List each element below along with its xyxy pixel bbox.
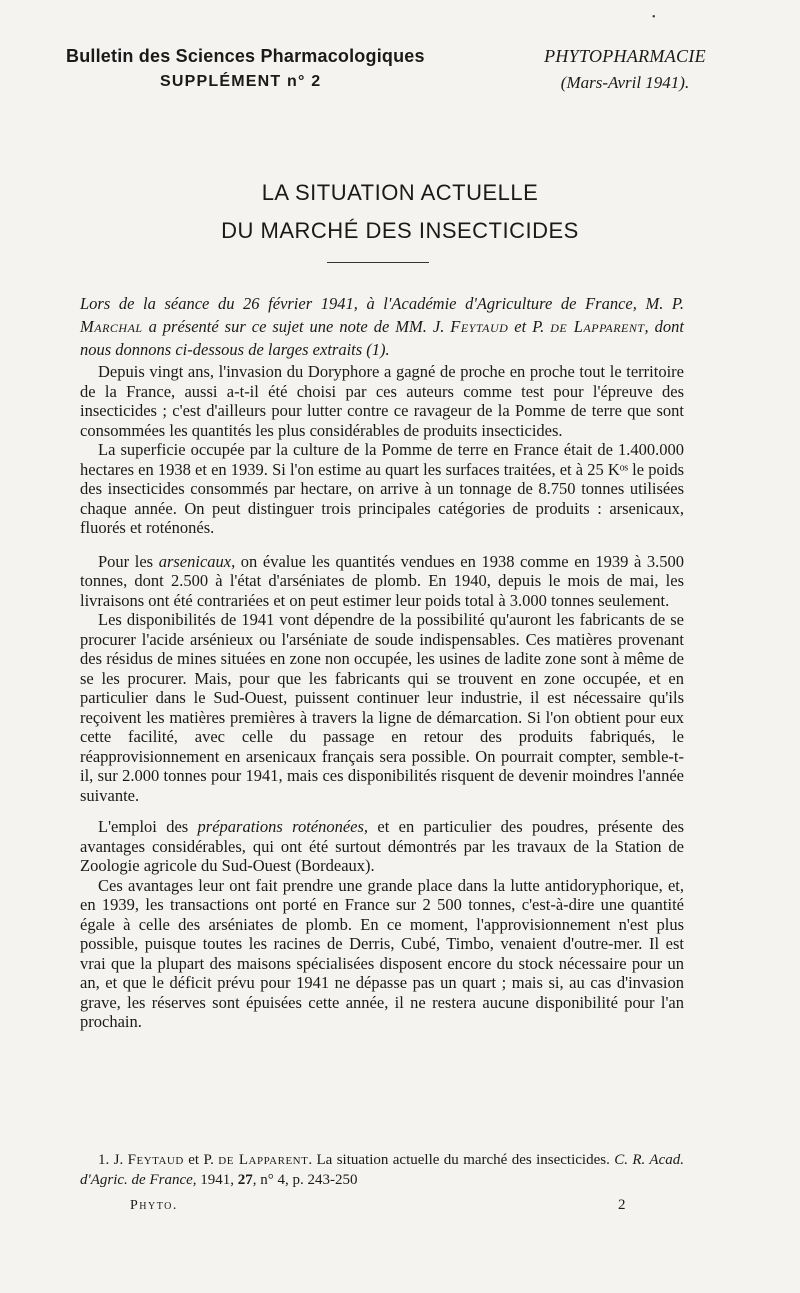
page-number: 2 bbox=[618, 1197, 626, 1213]
footnote-part: et P. bbox=[183, 1152, 219, 1168]
author-name: de Lapparent bbox=[218, 1152, 309, 1168]
paragraph-text: L'emploi des bbox=[98, 817, 198, 836]
footer-section-label: Phyto. bbox=[130, 1198, 178, 1213]
volume-number: 27 bbox=[237, 1172, 253, 1188]
footnote bbox=[80, 1150, 684, 1190]
footnote-number: 1. J. bbox=[98, 1152, 128, 1168]
paragraph: Les disponibilités de 1941 vont dépendre de la possibilité qu'auront les fabricants de se procurer l'acide arsénieux ou l'arséniate de soude indispensables. Ces matières provenant des résidus de mines situées en zone non occupée, les usines de ladite zone sont à même de se les procurer. Mais, pour que les fabricants qui se trouvent en zone occupée, et en particulier dans le Sud-Ouest, puissent continuer leur industrie, il est nécessaire qu'ils reçoivent les matières premières à travers la ligne de démarcation. Si l'on obtient pour eux cette facilité, avec celle du passage en retour des produits fabriqués, le réapprovisionnement en arsenicaux français sera possible. On pourrait compter, semble-t-il, sur 2.000 tonnes pour 1941, mais ces disponibilités risquent de devenir moindres l'année suivante. bbox=[80, 610, 684, 805]
paragraph-text: , on évalue les quantités vendues en 1938 comme en 1939 à 3.500 tonnes, dont 2.500 à l'état d'arséniates de plomb. En 1940, depuis le mois de mai, les livraisons ont été contrariées et on peut estimer leur poids total à 3.000 tonnes seulement. bbox=[80, 551, 685, 610]
lead-text: Lors de la séance du 26 février 1941, à l'Académie d'Agriculture de France, M. P. bbox=[80, 294, 684, 313]
supplement-number: SUPPLÉMENT n° 2 bbox=[160, 73, 322, 90]
scan-speck: • bbox=[652, 12, 656, 23]
lead-text: a présenté sur ce sujet une note de MM. J. bbox=[142, 317, 451, 336]
journal-citation: C. R. Acad. d'Agric. de France bbox=[80, 1152, 684, 1188]
issue-date: (Mars-Avril 1941). bbox=[560, 73, 690, 92]
title-divider bbox=[327, 262, 429, 263]
lead-text: et P. bbox=[508, 317, 551, 336]
emphasis: arsenicaux bbox=[158, 551, 232, 571]
author-name: Feytaud bbox=[450, 317, 509, 336]
emphasis: préparations roténonées, bbox=[197, 817, 369, 836]
journal-header bbox=[66, 46, 446, 91]
author-name: Feytaud bbox=[127, 1152, 184, 1168]
author-name: de bbox=[550, 317, 568, 336]
journal-name: Bulletin des Sciences Pharmacologiques bbox=[66, 46, 425, 66]
article-title-line-2: DU MARCHÉ DES INSECTICIDES bbox=[221, 218, 579, 243]
section-name: PHYTOPHARMACIE bbox=[544, 46, 706, 66]
lead-text: , dont nous donnons ci-dessous de larges extraits (1). bbox=[80, 317, 684, 359]
paragraph-text: et en particulier des poudres, présente des avantages considérables, qui ont été surtout démontrés par les travaux de la Station de Zoologie agricole du Sud-Ouest (Bordeaux). bbox=[80, 817, 684, 875]
author-name: Lapparent bbox=[567, 317, 645, 336]
section-header bbox=[500, 46, 750, 93]
author-name: Marchal bbox=[80, 317, 143, 336]
lead-paragraph bbox=[80, 292, 684, 361]
footnote-text bbox=[80, 1150, 684, 1190]
article-body bbox=[80, 362, 684, 1032]
footnote-part: . La situation actuelle du marché des insecticides. bbox=[308, 1152, 615, 1168]
paragraph bbox=[80, 552, 684, 611]
paragraph bbox=[80, 817, 684, 876]
paragraph: La superficie occupée par la culture de la Pomme de terre en France était de 1.400.000 hectares en 1938 et en 1939. Si l'on estime au quart les surfaces traitées, et à 25 Kᵒˢ le poids des insecticides consommés par hectare, on arrive à un tonnage de 8.750 tonnes utilisées chaque année. On peut distinguer trois principales catégories de produits : arsenicaux, fluorés et roténonés. bbox=[80, 440, 684, 537]
paragraph: Ces avantages leur ont fait prendre une grande place dans la lutte antidoryphorique, et, en 1939, les transactions ont porté en France sur 2 500 tonnes, c'est-à-dire une quantité égale à celle des arséniates de plomb. En ce moment, l'approvisionnement n'est plus possible, puisque toutes les racines de Derris, Cubé, Timbo, venaient d'outre-mer. Il est vrai que la plupart des maisons spécialisées disposent encore du stock nécessaire pour un an, et que le déficit prévu pour 1941 ne dépasse pas un quart ; mais si, au cas d'invasion grave, les réserves sont épuisées cette année, il ne restera aucune disponibilité pour l'an prochain. bbox=[80, 875, 684, 1031]
footnote-part: , 1941, bbox=[192, 1172, 238, 1188]
paragraph-text: Pour les bbox=[98, 551, 159, 571]
footnote-part: , n° 4, p. 243-250 bbox=[252, 1172, 358, 1188]
article-title-line-1: LA SITUATION ACTUELLE bbox=[261, 180, 539, 205]
paragraph: Depuis vingt ans, l'invasion du Doryphore a gagné de proche en proche tout le territoire de la France, aussi a-t-il été choisi par ces auteurs comme test pour l'épreuve des insecticides ; c'est d'ailleurs pour lutter contre ce ravageur de la Pomme de terre que sont consommées les quantités les plus considérables de produits insecticides. bbox=[80, 362, 684, 440]
